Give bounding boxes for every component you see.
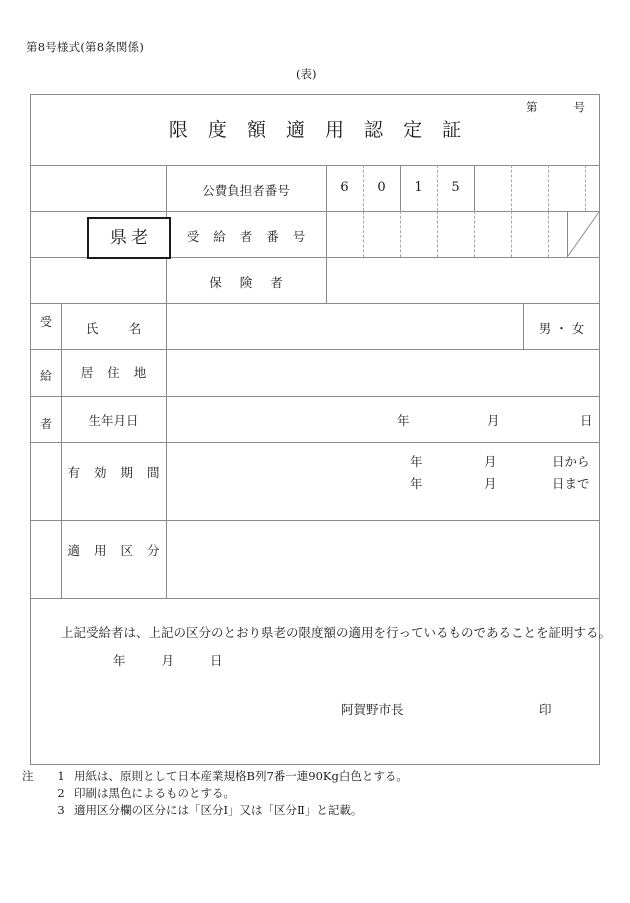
certificate-number-field	[526, 99, 585, 115]
kohi-divider-4	[474, 165, 475, 211]
note-number-1: 1	[57, 769, 65, 783]
kohi-divider-7	[585, 165, 586, 211]
note-number-2: 2	[57, 786, 65, 800]
notes-block	[22, 768, 408, 819]
jukyusha-divider-6	[548, 211, 549, 257]
rule-rowlabel-right	[166, 303, 167, 598]
rule-kohi-bottom	[31, 211, 599, 212]
note-item-2	[22, 785, 408, 802]
issuer-name: 阿賀野市長	[341, 702, 404, 717]
rule-title-bottom	[31, 165, 599, 166]
recipient-vertical-char-1: 受	[39, 315, 52, 329]
jukyusha-bangou-label: 受 給 者 番 号	[186, 229, 311, 244]
note-text-2: 印刷は黒色によるものとする。	[74, 786, 235, 800]
certification-date[interactable]	[113, 651, 223, 669]
certificate-number-prefix: 第	[526, 100, 538, 114]
birthdate-label: 生年月日	[88, 413, 139, 428]
notes-marker: 注	[22, 769, 34, 783]
certificate-frame	[30, 94, 612, 765]
seal-mark: 印	[539, 702, 552, 717]
kenro-stamp-box: 県老	[87, 217, 171, 259]
certification-date-day: 日	[210, 653, 223, 668]
side-marker-label: (表)	[296, 67, 317, 81]
address-label: 居 住 地	[80, 365, 152, 380]
kohi-divider-1	[363, 165, 364, 211]
note-text-1: 用紙は、原則として日本産業規格B列7番一連90Kg白色とする。	[74, 769, 408, 783]
note-text-3: 適用区分欄の区分には「区分Ⅰ」又は「区分Ⅱ」と記載。	[74, 803, 363, 817]
jukyusha-divider-1	[363, 211, 364, 257]
note-number-3: 3	[57, 803, 65, 817]
validity-from-month-unit: 月	[484, 454, 497, 469]
note-item-1	[22, 768, 408, 785]
rule-hokensha-bottom	[31, 303, 599, 304]
birthdate-day-unit: 日	[580, 413, 593, 428]
kohi-cell-3[interactable]: 1	[414, 180, 423, 195]
birthdate-year-unit: 年	[397, 413, 410, 428]
hokensha-label: 保 険 者	[209, 275, 290, 290]
validity-period-label: 有 効 期 間	[67, 465, 165, 480]
certificate-number-suffix: 号	[573, 100, 585, 114]
gender-options[interactable]: 男 ・ 女	[538, 321, 585, 336]
kohi-divider-3	[437, 165, 438, 211]
kohi-cell-2[interactable]: 0	[377, 180, 386, 195]
certification-statement: 上記受給者は、上記の区分のとおり県老の限度額の適用を行っているものであることを証明する。	[61, 625, 612, 640]
kohi-cell-1[interactable]: 6	[340, 180, 349, 195]
birthdate-month-unit: 月	[487, 413, 500, 428]
validity-to-month-unit: 月	[484, 476, 497, 491]
strikethrough-diagonal-icon	[567, 211, 600, 257]
jukyusha-divider-4	[474, 211, 475, 257]
rule-name-bottom	[31, 349, 599, 350]
category-label: 適 用 区 分	[67, 543, 165, 558]
rule-category-bottom	[31, 598, 599, 599]
jukyusha-divider-2	[400, 211, 401, 257]
kohi-divider-6	[548, 165, 549, 211]
recipient-vertical-char-2: 給	[39, 369, 52, 383]
certification-date-month: 月	[161, 653, 175, 668]
validity-to-day-unit: 日まで	[552, 476, 590, 491]
page-title: 限 度 額 適 用 認 定 証	[168, 119, 469, 141]
jukyusha-divider-5	[511, 211, 512, 257]
validity-from-day-unit: 日から	[552, 454, 590, 469]
rule-address-bottom	[31, 396, 599, 397]
form-number-label: 第8号様式(第8条関係)	[26, 40, 145, 54]
note-item-3	[22, 802, 408, 819]
kohi-cell-4[interactable]: 5	[451, 180, 460, 195]
kohi-divider-2	[400, 165, 401, 211]
rule-validity-bottom	[31, 520, 599, 521]
certification-date-year: 年	[113, 653, 126, 668]
recipient-vertical-char-3: 者	[39, 417, 52, 431]
jukyusha-divider-3	[437, 211, 438, 257]
validity-to-year-unit: 年	[410, 476, 423, 491]
validity-from-year-unit: 年	[410, 454, 423, 469]
kohi-futansha-label: 公費負担者番号	[202, 183, 290, 198]
kohi-divider-5	[511, 165, 512, 211]
name-label: 氏 名	[85, 321, 151, 336]
rule-birth-bottom	[31, 442, 599, 443]
